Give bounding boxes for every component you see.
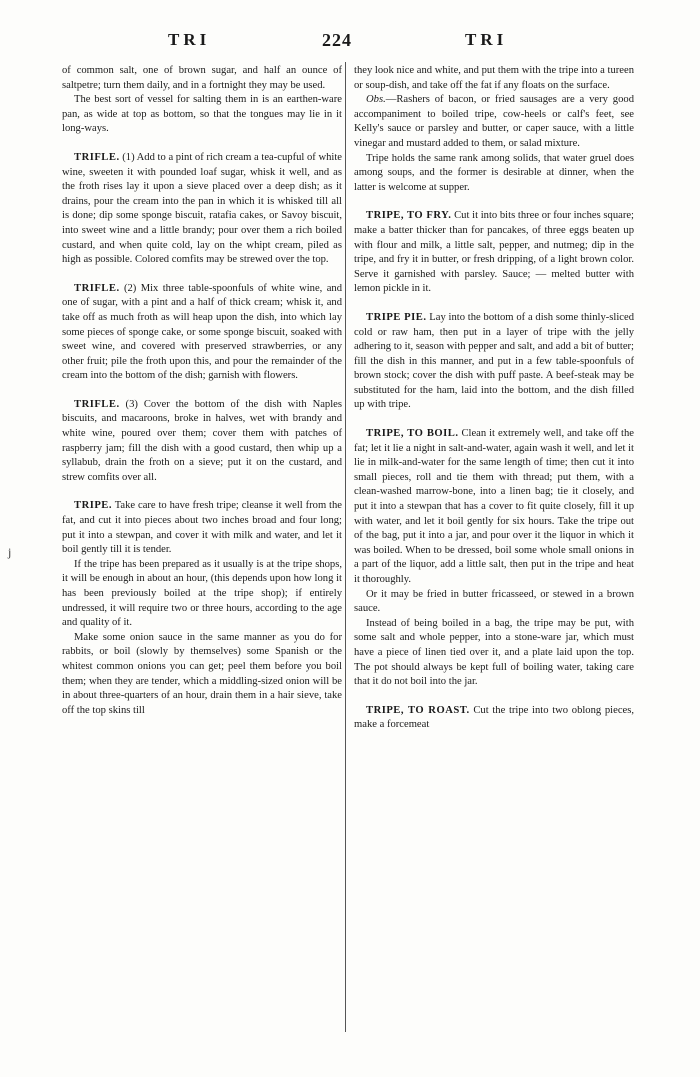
running-head-right: TRI [465, 30, 508, 49]
recipe-entry-trifle-2 [62, 282, 342, 384]
paragraph: Tripe holds the same rank among solids, that water gruel does among soups, and the former is desirable at dinner, when the latter is welcome at supper. [354, 152, 634, 193]
margin-mark: j [8, 545, 12, 559]
column-rule [345, 62, 346, 1032]
recipe-entry-trifle-3 [62, 398, 342, 486]
recipe-entry-tripe [62, 499, 342, 557]
recipe-text: (2) Mix three table-spoonfuls of white wine, and one of sugar, with a pint and a half of thick cream; whisk it, and take off as much froth as will heap upon the dish, into which lay some pieces of sponge cake, or some sponge biscuit, soaked with sweet wine, and covered with preserved strawberries, or any other fruit; pile the froth upon this, and pour the remainder of the cream into the bottom of the dish; garnish with flowers. [62, 282, 342, 382]
obs-label: Obs. [366, 94, 386, 106]
recipe-text: (3) Cover the bottom of the dish with Naples biscuits, and macaroons, broke in halves, wet with brandy and white wine, poured over them; cover them with patches of raspberry jam; fill the dish with a good custard, then whip up a syllabub, drain the froth on a sieve; put it on the custard, and strew comfits over all. [62, 398, 342, 483]
recipe-entry-tripe-pie [354, 311, 634, 413]
recipe-text: Take care to have fresh tripe; cleanse it well from the fat, and cut it into pieces about two inches broad and four long; put it into a stewpan, and cover it with milk and water, and let it boil gently till it is tender. [62, 500, 342, 556]
recipe-heading: TRIPE, TO BOIL. [366, 428, 459, 440]
obs-text: —Rashers of bacon, or fried sausages are a very good accompaniment to boiled tripe, cow-heels or calf's feet, see Kelly's sauce or parsley and butter, or caper sauce, with a little vinegar and mustard added to them, or salad mixture. [354, 94, 634, 149]
recipe-text: Cut it into bits three or four inches square; make a batter thicker than for pancakes, of three eggs beaten up with flour and milk, a little salt, pepper, and nutmeg; dip in the tripe, and fry it in butter, or fresh dripping, of a light brown color. Serve it garnished with parsley. Sauce; — melted butter with lemon pickle in it. [354, 210, 634, 295]
recipe-text: (1) Add to a pint of rich cream a tea-cupful of white wine, sweeten it with pounded loaf sugar, whisk it well, and as the froth rises lay it upon a sieve placed over a deep dish; as it drains, pour the cream into the pan in which it is whisked till all is done; dip some sponge biscuit, ratafia cakes, or Savoy biscuit, into sweet wine and a little brandy; pour over them a rich boiled custard, and when quite cold, lay on the whipt cream, piled as high as possible. Colored comfits may be strewed over the top. [62, 151, 342, 266]
recipe-entry-tripe-boil [354, 427, 634, 588]
recipe-heading: TRIFLE. [74, 398, 120, 410]
recipe-text: Cut the tripe into two oblong pieces, make a forcemeat [354, 704, 634, 731]
left-column [62, 64, 342, 718]
paragraph: The best sort of vessel for salting them in is an earthen-ware pan, as wide at top as bottom, so that the tongues may lie in it long-ways. [62, 94, 342, 135]
recipe-heading: TRIPE, TO FRY. [366, 210, 452, 222]
paragraph: of common salt, one of brown sugar, and half an ounce of saltpetre; turn them daily, and in a fortnight they may be used. [62, 65, 342, 91]
right-column [354, 64, 634, 733]
recipe-entry-trifle-1 [62, 151, 342, 268]
page-number: 224 [322, 30, 352, 50]
recipe-heading: TRIFLE. [74, 282, 120, 294]
recipe-text: Clean it extremely well, and take off the fat; let it lie a night in salt-and-water, again wash it well, and let it lie in milk-and-water for the same length of time; then cut it into small pieces, roll and tie them with thread; put them, with a clean-washed marrow-bone, into a linen bag; tie it closely, and put it into a stewpan that has a cover to fit quite closely, fill it up with water, and let it boil gently for six hours. Take the tripe out of the bag, put it into a jar, and pour over it the liquor in which it was boiled. When to be dressed, boil some whole small onions in a part of the liquor, add a little salt, then put in the tripe and heat it thoroughly. [354, 428, 634, 585]
paragraph: they look nice and white, and put them with the tripe into a tureen or soup-dish, and take off the fat if any floats on the surface. [354, 65, 634, 91]
recipe-heading: TRIPE. [74, 500, 113, 512]
running-head [0, 30, 700, 54]
recipe-heading: TRIPE PIE. [366, 311, 427, 323]
recipe-entry-tripe-fry [354, 209, 634, 297]
obs-paragraph [354, 93, 634, 151]
paragraph: Make some onion sauce in the same manner as you do for rabbits, or boil (slowly by themselves) some Spanish or the whitest common onions you can get; peel them before you boil them; when they are tender, which a middling-sized onion will be in about three-quarters of an hour, drain them in a hair sieve, take off the top skins till [62, 631, 342, 716]
recipe-text: Lay into the bottom of a dish some thinly-sliced cold or raw ham, then put in a layer of tripe with the jelly adhering to it, season with pepper and salt, and add a bit of butter; fill the dish in this manner, and put in a few table-spoonfuls of brown stock; cover the dish with puff paste. A beef-steak may be substituted for the ham, laid into the bottom, and the dish filled up with tripe. [354, 311, 634, 411]
paragraph: Or it may be fried in butter fricasseed, or stewed in a brown sauce. [354, 588, 634, 615]
recipe-heading: TRIPE, TO ROAST. [366, 704, 470, 716]
running-head-left: TRI [168, 30, 211, 49]
paragraph: If the tripe has been prepared as it usually is at the tripe shops, it will be enough in about an hour, (this depends upon how long it has been previously boiled at the tripe shop); if entirely undressed, it will require two or three hours, according to the age and quality of it. [62, 558, 342, 629]
recipe-entry-tripe-roast [354, 704, 634, 733]
paragraph: Instead of being boiled in a bag, the tripe may be put, with some salt and whole pepper, into a stone-ware jar, which must have a piece of linen tied over it, and a plate laid upon the top. The pot should always be kept full of boiling water, taking care that it do not boil into the jar. [354, 617, 634, 688]
recipe-heading: TRIFLE. [74, 151, 120, 163]
